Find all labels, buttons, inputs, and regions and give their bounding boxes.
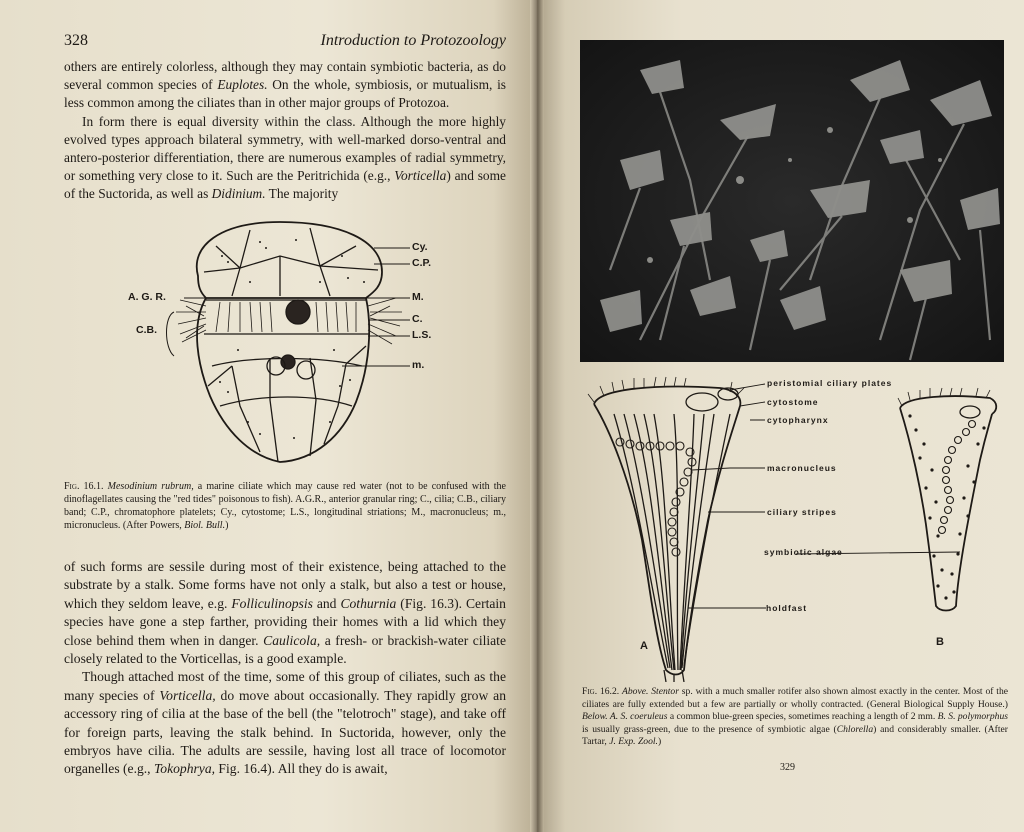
text-run: a common blue-green species, sometimes reaching a length of 2 mm. (667, 711, 938, 723)
label-figure-a: A (640, 640, 648, 652)
label-cy: Cy. (412, 241, 428, 253)
text-run: others are entirely colorless, although they may contain symbiotic bacteria, as do several common species of (64, 59, 506, 93)
figure-16-2-stentor-drawings (580, 370, 1004, 682)
stentor-photograph (580, 40, 1004, 362)
caption-fig-16-2 (582, 686, 1008, 749)
label-ciliary-stripes: ciliary stripes (767, 507, 837, 517)
text-run: Fig. 16.4). All they do is await, (215, 761, 388, 777)
label-micronucleus: m. (412, 359, 425, 371)
text-run: a marine ciliate which may cause red water (not to be confused with the dinoflagellates causing the "red tides" poisonous to fish). A.G.R., anterior granular ring; C., cilia; C.B., ciliary band; C.P., chromatophore platelets; Cy., cytostome; L.S., longitudinal striations; M., macronucleus; m., micronucleus. (After Powers, (64, 481, 506, 531)
label-peristomial-plates: peristomial ciliary plates (767, 378, 893, 388)
page-number-left: 328 (64, 32, 88, 49)
italic-run: Vorticella, (159, 687, 216, 703)
label-c: C. (412, 313, 423, 325)
text-run: is usually grass-green, due to the presence of symbiotic algae ( (582, 723, 837, 735)
label-cb: C.B. (136, 324, 157, 336)
label-cp: C.P. (412, 257, 432, 269)
photo-stentor-colony (580, 40, 1004, 362)
text-run: On the whole, symbiosis, or mutualism, is less common among the ciliates than in other major groups of Protozoa. (64, 77, 506, 111)
italic-run: Biol. Bull. (184, 520, 226, 531)
label-macronucleus-fig2: macronucleus (767, 463, 837, 473)
label-figure-b: B (936, 636, 944, 648)
text-run: Fig. 16.1. (64, 481, 108, 492)
italic-run: Cothurnia (340, 595, 397, 611)
text-run: The majority (265, 186, 339, 202)
body-text-top (64, 58, 506, 204)
italic-run: Vorticella (394, 168, 447, 184)
body-text-bottom (64, 558, 506, 779)
paragraph (64, 58, 506, 113)
text-run: ) (657, 736, 662, 748)
italic-run: Folliculinopsis (231, 595, 313, 611)
label-cytostome: cytostome (767, 397, 819, 407)
page-number-right: 329 (780, 762, 795, 773)
running-head (64, 32, 506, 54)
figure-16-1-mesodinium (120, 216, 480, 474)
text-run: (Fig. 16.3). Certain species have gone a step farther, providing their homes with a lid which they close behind them when in danger. (64, 595, 506, 648)
label-ls: L.S. (412, 329, 432, 341)
label-symbiotic-algae: symbiotic algae (764, 547, 843, 557)
italic-run: Below. A. S. coeruleus (582, 711, 668, 723)
italic-run: Didinium. (211, 186, 266, 202)
label-agr: A. G. R. (128, 291, 166, 303)
text-run: ) and some of the Suctorida, as well as (64, 168, 506, 202)
text-run: ) and considerably smaller. (After Tartar, (582, 723, 1008, 748)
italic-run: J. Exp. Zool. (609, 736, 658, 748)
text-run: a fresh- or brackish-water ciliate closely related to the Vorticellas, is a good example. (64, 632, 506, 667)
label-holdfast: holdfast (766, 603, 808, 613)
label-cytopharynx: cytopharynx (767, 415, 829, 425)
paragraph (64, 668, 506, 778)
text-run: Though attached most of the time, some of this group of ciliates, such as the many species of (64, 669, 506, 703)
mesodinium-drawing (120, 216, 480, 474)
text-run: ) (225, 520, 229, 531)
running-title: Introduction to Protozoology (320, 32, 506, 49)
text-run: sp. with a much smaller rotifer also shown almost exactly in the center. Most of the ciliates are fully extended but a few are partially or wholly contracted. (General Biological Supply House.) (582, 686, 1008, 710)
italic-run: B. S. polymorphus (937, 711, 1008, 723)
text-run: Fig. 16.2. (582, 686, 623, 697)
text-run: In form there is equal diversity within the class. Although the more highly evolved types approach bilateral symmetry, with well-marked dorso-ventral and antero-posterior differentiation, there are numerous examples of radial symmetry, or something very close to it. Such are the Peritrichida (e.g., (64, 113, 506, 184)
paragraph (64, 558, 506, 668)
italic-run: Above. Stentor (622, 686, 679, 697)
italic-run: Chlorella (836, 723, 874, 735)
text-run: do move about occasionally. They rapidly grow an accessory ring of cilia at the base of the bell (the "telotroch" stage), and take off for foreign parts, leaving the stalk behind. In Suctorida, however, only the embryos have cilia. The adults are sessile, having lost all trace of locomotor organelles (e.g., (64, 687, 506, 777)
book-gutter (530, 0, 544, 832)
text-run: of such forms are sessile during most of their existence, being attached to the substrate by a stalk. Some forms have not only a stalk, but also a test or house, which they seldom leave, e.g. (64, 559, 506, 611)
caption-fig-16-1 (64, 480, 506, 532)
paragraph (64, 113, 506, 204)
label-macronucleus: M. (412, 291, 424, 303)
text-run: and (312, 595, 341, 611)
italic-run: Mesodinium rubrum, (107, 481, 194, 492)
italic-run: Euplotes. (217, 77, 268, 93)
italic-run: Tokophrya, (153, 761, 216, 777)
italic-run: Caulicola, (263, 632, 321, 648)
